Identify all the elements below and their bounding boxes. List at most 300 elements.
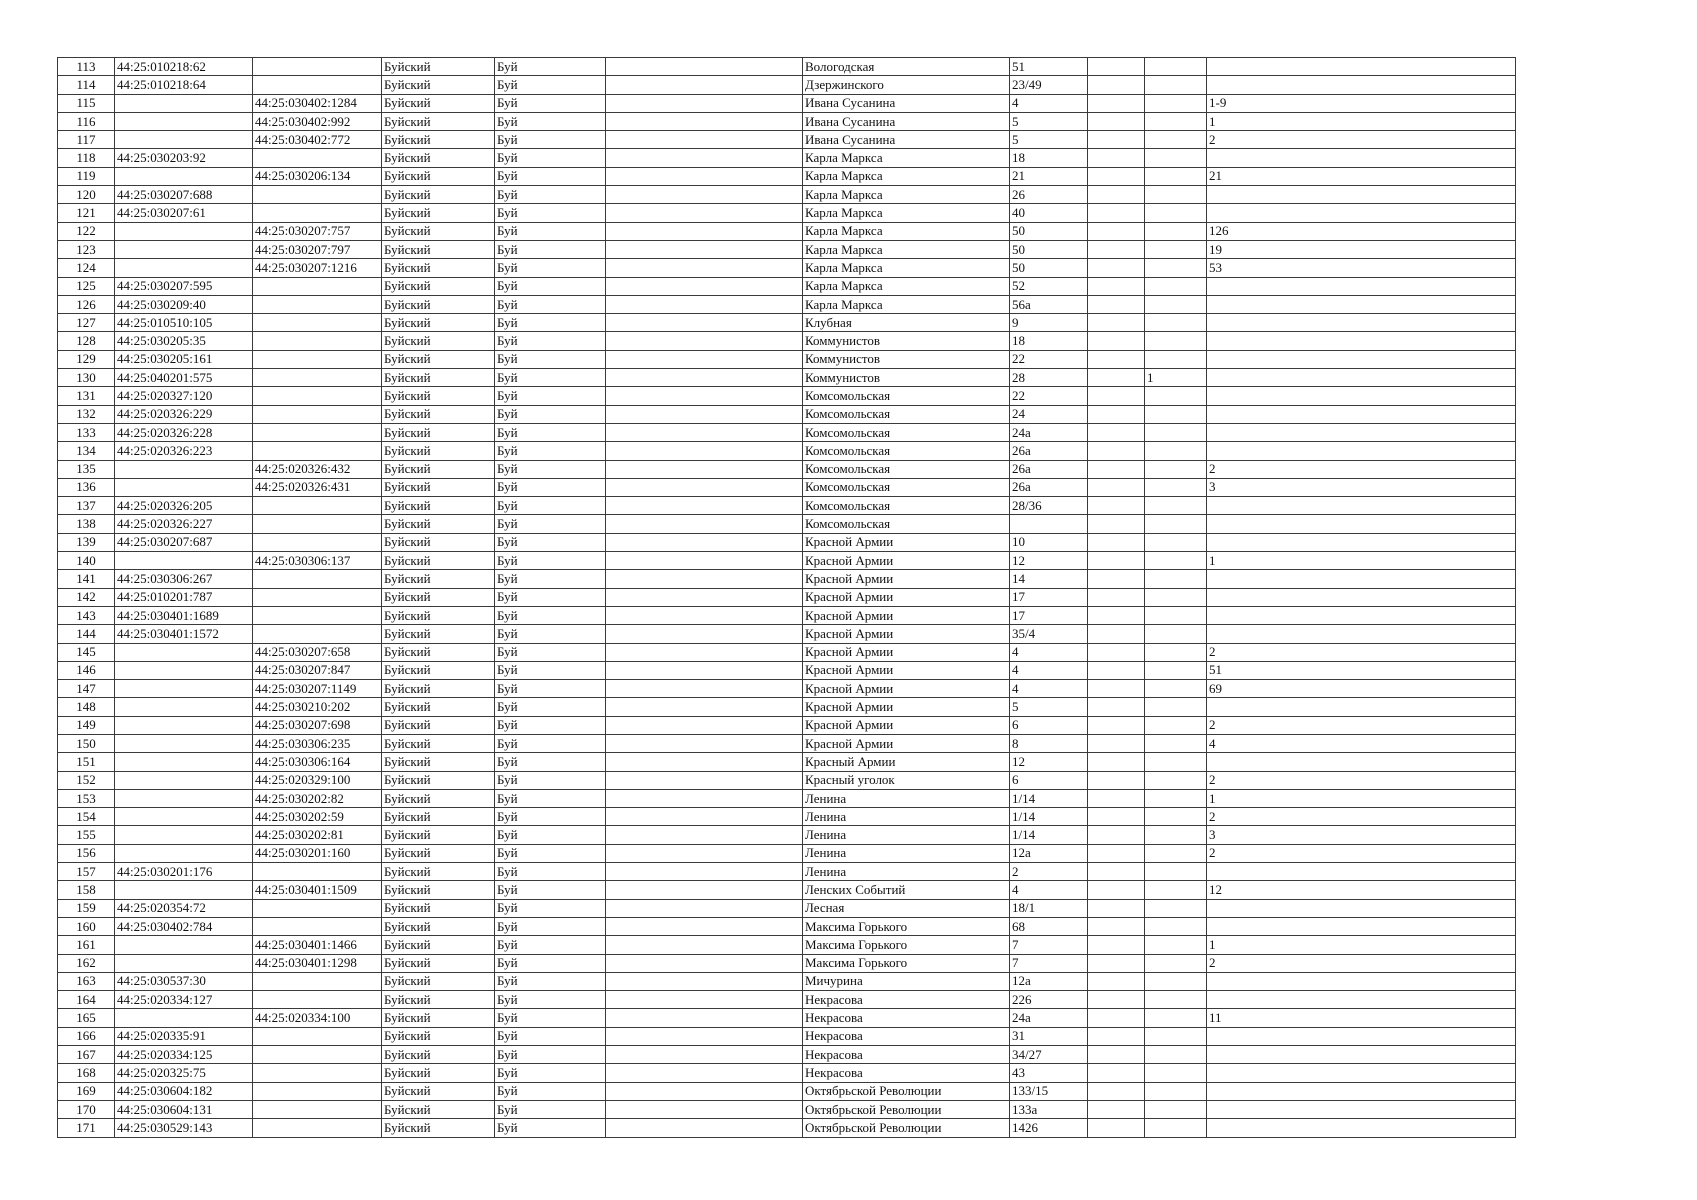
- town-cell: Буй: [495, 1027, 606, 1045]
- house-number-cell: 4: [1010, 94, 1088, 112]
- empty-cell: [606, 314, 803, 332]
- table-row: [58, 405, 1516, 423]
- town-cell: Буй: [495, 1119, 606, 1137]
- district-cell: Буйский: [382, 332, 495, 350]
- cadastral-number-cell: [115, 131, 253, 149]
- row-number-cell: 141: [58, 570, 115, 588]
- street-cell: Некрасова: [803, 1027, 1010, 1045]
- table-row: [58, 606, 1516, 624]
- house-number-cell: 17: [1010, 606, 1088, 624]
- cadastral-number-cell: 44:25:020326:205: [115, 497, 253, 515]
- house-number-cell: 51: [1010, 58, 1088, 76]
- extra-cell: [1145, 936, 1207, 954]
- row-number-cell: 115: [58, 94, 115, 112]
- empty-cell: [606, 917, 803, 935]
- street-cell: Комсомольская: [803, 515, 1010, 533]
- building-cell: [1088, 222, 1145, 240]
- row-number-cell: 119: [58, 167, 115, 185]
- cadastral-number-cell: 44:25:030402:784: [115, 917, 253, 935]
- empty-cell: [606, 552, 803, 570]
- empty-cell: [606, 332, 803, 350]
- apartment-cell: 2: [1207, 460, 1516, 478]
- town-cell: Буй: [495, 112, 606, 130]
- cadastral-number-cell: [115, 240, 253, 258]
- premise-cadastral-number-cell: [253, 588, 382, 606]
- house-number-cell: 1/14: [1010, 826, 1088, 844]
- building-cell: [1088, 76, 1145, 94]
- empty-cell: [606, 515, 803, 533]
- apartment-cell: [1207, 533, 1516, 551]
- row-number-cell: 147: [58, 680, 115, 698]
- town-cell: Буй: [495, 771, 606, 789]
- town-cell: Буй: [495, 808, 606, 826]
- row-number-cell: 122: [58, 222, 115, 240]
- row-number-cell: 116: [58, 112, 115, 130]
- table-row: [58, 332, 1516, 350]
- street-cell: Коммунистов: [803, 369, 1010, 387]
- row-number-cell: 133: [58, 423, 115, 441]
- table-row: [58, 478, 1516, 496]
- cadastral-number-cell: 44:25:030604:131: [115, 1100, 253, 1118]
- town-cell: Буй: [495, 698, 606, 716]
- premise-cadastral-number-cell: 44:25:020334:100: [253, 1009, 382, 1027]
- district-cell: Буйский: [382, 186, 495, 204]
- table-row: [58, 533, 1516, 551]
- apartment-cell: 12: [1207, 881, 1516, 899]
- premise-cadastral-number-cell: [253, 314, 382, 332]
- street-cell: Максима Горького: [803, 917, 1010, 935]
- extra-cell: [1145, 680, 1207, 698]
- street-cell: Красной Армии: [803, 661, 1010, 679]
- row-number-cell: 167: [58, 1046, 115, 1064]
- extra-cell: [1145, 881, 1207, 899]
- building-cell: [1088, 240, 1145, 258]
- empty-cell: [606, 1027, 803, 1045]
- table-row: [58, 1082, 1516, 1100]
- extra-cell: [1145, 1119, 1207, 1137]
- premise-cadastral-number-cell: [253, 533, 382, 551]
- premise-cadastral-number-cell: [253, 1100, 382, 1118]
- street-cell: Некрасова: [803, 1046, 1010, 1064]
- apartment-cell: [1207, 58, 1516, 76]
- empty-cell: [606, 112, 803, 130]
- district-cell: Буйский: [382, 1027, 495, 1045]
- premise-cadastral-number-cell: [253, 972, 382, 990]
- empty-cell: [606, 131, 803, 149]
- house-number-cell: 17: [1010, 588, 1088, 606]
- empty-cell: [606, 808, 803, 826]
- street-cell: Октябрьской Революции: [803, 1082, 1010, 1100]
- building-cell: [1088, 1064, 1145, 1082]
- cadastral-number-cell: [115, 698, 253, 716]
- house-number-cell: 28/36: [1010, 497, 1088, 515]
- table-row: [58, 661, 1516, 679]
- building-cell: [1088, 149, 1145, 167]
- extra-cell: [1145, 497, 1207, 515]
- district-cell: Буйский: [382, 497, 495, 515]
- cadastral-number-cell: [115, 734, 253, 752]
- extra-cell: [1145, 533, 1207, 551]
- town-cell: Буй: [495, 954, 606, 972]
- apartment-cell: 11: [1207, 1009, 1516, 1027]
- empty-cell: [606, 442, 803, 460]
- house-number-cell: 22: [1010, 350, 1088, 368]
- district-cell: Буйский: [382, 460, 495, 478]
- row-number-cell: 150: [58, 734, 115, 752]
- street-cell: Ленина: [803, 789, 1010, 807]
- district-cell: Буйский: [382, 661, 495, 679]
- apartment-cell: [1207, 753, 1516, 771]
- empty-cell: [606, 533, 803, 551]
- empty-cell: [606, 844, 803, 862]
- apartment-cell: [1207, 588, 1516, 606]
- extra-cell: [1145, 259, 1207, 277]
- row-number-cell: 126: [58, 295, 115, 313]
- row-number-cell: 157: [58, 863, 115, 881]
- empty-cell: [606, 1082, 803, 1100]
- premise-cadastral-number-cell: 44:25:030202:81: [253, 826, 382, 844]
- cadastral-number-cell: 44:25:030207:688: [115, 186, 253, 204]
- apartment-cell: [1207, 917, 1516, 935]
- town-cell: Буй: [495, 259, 606, 277]
- cadastral-number-cell: 44:25:030209:40: [115, 295, 253, 313]
- premise-cadastral-number-cell: 44:25:030401:1466: [253, 936, 382, 954]
- extra-cell: [1145, 460, 1207, 478]
- premise-cadastral-number-cell: 44:25:030402:992: [253, 112, 382, 130]
- building-cell: [1088, 808, 1145, 826]
- building-cell: [1088, 936, 1145, 954]
- table-row: [58, 1027, 1516, 1045]
- apartment-cell: [1207, 1064, 1516, 1082]
- table-row: [58, 442, 1516, 460]
- premise-cadastral-number-cell: 44:25:030306:235: [253, 734, 382, 752]
- table-row: [58, 570, 1516, 588]
- apartment-cell: 1: [1207, 112, 1516, 130]
- cadastral-number-cell: 44:25:030401:1689: [115, 606, 253, 624]
- empty-cell: [606, 58, 803, 76]
- table-row: [58, 423, 1516, 441]
- district-cell: Буйский: [382, 734, 495, 752]
- district-cell: Буйский: [382, 1009, 495, 1027]
- street-cell: Ивана Сусанина: [803, 94, 1010, 112]
- street-cell: Карла Маркса: [803, 204, 1010, 222]
- row-number-cell: 143: [58, 606, 115, 624]
- street-cell: Комсомольская: [803, 442, 1010, 460]
- extra-cell: [1145, 588, 1207, 606]
- apartment-cell: [1207, 698, 1516, 716]
- empty-cell: [606, 277, 803, 295]
- extra-cell: [1145, 58, 1207, 76]
- cadastral-number-cell: [115, 936, 253, 954]
- premise-cadastral-number-cell: 44:25:030206:134: [253, 167, 382, 185]
- house-number-cell: 28: [1010, 369, 1088, 387]
- empty-cell: [606, 387, 803, 405]
- apartment-cell: 1: [1207, 552, 1516, 570]
- empty-cell: [606, 570, 803, 588]
- apartment-cell: [1207, 606, 1516, 624]
- town-cell: Буй: [495, 515, 606, 533]
- district-cell: Буйский: [382, 570, 495, 588]
- town-cell: Буй: [495, 94, 606, 112]
- empty-cell: [606, 240, 803, 258]
- empty-cell: [606, 771, 803, 789]
- building-cell: [1088, 991, 1145, 1009]
- table-row: [58, 112, 1516, 130]
- row-number-cell: 123: [58, 240, 115, 258]
- house-number-cell: 5: [1010, 112, 1088, 130]
- house-number-cell: 26а: [1010, 478, 1088, 496]
- cadastral-number-cell: 44:25:010510:105: [115, 314, 253, 332]
- row-number-cell: 124: [58, 259, 115, 277]
- empty-cell: [606, 972, 803, 990]
- premise-cadastral-number-cell: [253, 1046, 382, 1064]
- town-cell: Буй: [495, 844, 606, 862]
- district-cell: Буйский: [382, 167, 495, 185]
- cadastral-number-cell: [115, 954, 253, 972]
- table-row: [58, 936, 1516, 954]
- row-number-cell: 158: [58, 881, 115, 899]
- extra-cell: [1145, 332, 1207, 350]
- table-row: [58, 588, 1516, 606]
- premise-cadastral-number-cell: [253, 625, 382, 643]
- building-cell: [1088, 698, 1145, 716]
- town-cell: Буй: [495, 149, 606, 167]
- district-cell: Буйский: [382, 387, 495, 405]
- apartment-cell: 2: [1207, 716, 1516, 734]
- building-cell: [1088, 1082, 1145, 1100]
- row-number-cell: 156: [58, 844, 115, 862]
- town-cell: Буй: [495, 1064, 606, 1082]
- table-row: [58, 899, 1516, 917]
- premise-cadastral-number-cell: [253, 332, 382, 350]
- table-row: [58, 753, 1516, 771]
- cadastral-number-cell: [115, 94, 253, 112]
- empty-cell: [606, 899, 803, 917]
- empty-cell: [606, 350, 803, 368]
- extra-cell: [1145, 478, 1207, 496]
- building-cell: [1088, 1009, 1145, 1027]
- apartment-cell: 4: [1207, 734, 1516, 752]
- district-cell: Буйский: [382, 863, 495, 881]
- apartment-cell: 53: [1207, 259, 1516, 277]
- house-number-cell: 5: [1010, 698, 1088, 716]
- apartment-cell: 21: [1207, 167, 1516, 185]
- extra-cell: [1145, 863, 1207, 881]
- town-cell: Буй: [495, 588, 606, 606]
- cadastral-number-cell: [115, 478, 253, 496]
- extra-cell: [1145, 1064, 1207, 1082]
- table-row: [58, 680, 1516, 698]
- cadastral-number-cell: 44:25:030205:161: [115, 350, 253, 368]
- house-number-cell: 226: [1010, 991, 1088, 1009]
- apartment-cell: [1207, 991, 1516, 1009]
- cadastral-number-cell: [115, 259, 253, 277]
- district-cell: Буйский: [382, 369, 495, 387]
- premise-cadastral-number-cell: [253, 204, 382, 222]
- empty-cell: [606, 76, 803, 94]
- extra-cell: [1145, 94, 1207, 112]
- house-number-cell: 43: [1010, 1064, 1088, 1082]
- district-cell: Буйский: [382, 716, 495, 734]
- extra-cell: [1145, 826, 1207, 844]
- premise-cadastral-number-cell: 44:25:030306:137: [253, 552, 382, 570]
- street-cell: Ленских Событий: [803, 881, 1010, 899]
- table-row: [58, 716, 1516, 734]
- empty-cell: [606, 186, 803, 204]
- building-cell: [1088, 826, 1145, 844]
- town-cell: Буй: [495, 716, 606, 734]
- row-number-cell: 169: [58, 1082, 115, 1100]
- house-number-cell: 40: [1010, 204, 1088, 222]
- district-cell: Буйский: [382, 314, 495, 332]
- street-cell: Красной Армии: [803, 606, 1010, 624]
- house-number-cell: 52: [1010, 277, 1088, 295]
- table-row: [58, 826, 1516, 844]
- table-row: [58, 991, 1516, 1009]
- premise-cadastral-number-cell: 44:25:030201:160: [253, 844, 382, 862]
- district-cell: Буйский: [382, 698, 495, 716]
- building-cell: [1088, 131, 1145, 149]
- empty-cell: [606, 1100, 803, 1118]
- district-cell: Буйский: [382, 1046, 495, 1064]
- cadastral-number-cell: 44:25:010218:64: [115, 76, 253, 94]
- table-row: [58, 954, 1516, 972]
- building-cell: [1088, 789, 1145, 807]
- building-cell: [1088, 588, 1145, 606]
- building-cell: [1088, 442, 1145, 460]
- table-row: [58, 625, 1516, 643]
- house-number-cell: 12: [1010, 552, 1088, 570]
- street-cell: Некрасова: [803, 991, 1010, 1009]
- town-cell: Буй: [495, 1009, 606, 1027]
- house-number-cell: 14: [1010, 570, 1088, 588]
- house-number-cell: 26: [1010, 186, 1088, 204]
- empty-cell: [606, 1046, 803, 1064]
- town-cell: Буй: [495, 314, 606, 332]
- street-cell: Карла Маркса: [803, 167, 1010, 185]
- apartment-cell: [1207, 387, 1516, 405]
- row-number-cell: 134: [58, 442, 115, 460]
- town-cell: Буй: [495, 625, 606, 643]
- district-cell: Буйский: [382, 826, 495, 844]
- building-cell: [1088, 94, 1145, 112]
- extra-cell: [1145, 423, 1207, 441]
- cadastral-number-cell: 44:25:020326:223: [115, 442, 253, 460]
- building-cell: [1088, 387, 1145, 405]
- building-cell: [1088, 314, 1145, 332]
- building-cell: [1088, 917, 1145, 935]
- apartment-cell: 2: [1207, 131, 1516, 149]
- premise-cadastral-number-cell: [253, 570, 382, 588]
- empty-cell: [606, 734, 803, 752]
- district-cell: Буйский: [382, 899, 495, 917]
- street-cell: Ленина: [803, 844, 1010, 862]
- cadastral-number-cell: [115, 1009, 253, 1027]
- district-cell: Буйский: [382, 350, 495, 368]
- cadastral-number-cell: [115, 789, 253, 807]
- empty-cell: [606, 94, 803, 112]
- building-cell: [1088, 186, 1145, 204]
- town-cell: Буй: [495, 1046, 606, 1064]
- building-cell: [1088, 112, 1145, 130]
- street-cell: Ленина: [803, 826, 1010, 844]
- street-cell: Лесная: [803, 899, 1010, 917]
- row-number-cell: 131: [58, 387, 115, 405]
- premise-cadastral-number-cell: [253, 295, 382, 313]
- extra-cell: [1145, 240, 1207, 258]
- house-number-cell: 23/49: [1010, 76, 1088, 94]
- apartment-cell: 1: [1207, 936, 1516, 954]
- district-cell: Буйский: [382, 789, 495, 807]
- extra-cell: [1145, 844, 1207, 862]
- house-number-cell: 50: [1010, 222, 1088, 240]
- street-cell: Красной Армии: [803, 716, 1010, 734]
- building-cell: [1088, 606, 1145, 624]
- house-number-cell: 50: [1010, 259, 1088, 277]
- building-cell: [1088, 460, 1145, 478]
- cadastral-number-cell: 44:25:030205:35: [115, 332, 253, 350]
- town-cell: Буй: [495, 350, 606, 368]
- street-cell: Ивана Сусанина: [803, 131, 1010, 149]
- house-number-cell: 68: [1010, 917, 1088, 935]
- district-cell: Буйский: [382, 606, 495, 624]
- building-cell: [1088, 680, 1145, 698]
- town-cell: Буй: [495, 899, 606, 917]
- premise-cadastral-number-cell: 44:25:030402:772: [253, 131, 382, 149]
- cadastral-number-cell: 44:25:030537:30: [115, 972, 253, 990]
- town-cell: Буй: [495, 753, 606, 771]
- cadastral-number-cell: 44:25:020334:127: [115, 991, 253, 1009]
- empty-cell: [606, 405, 803, 423]
- row-number-cell: 171: [58, 1119, 115, 1137]
- house-number-cell: 26а: [1010, 442, 1088, 460]
- street-cell: Комсомольская: [803, 423, 1010, 441]
- cadastral-number-cell: 44:25:030529:143: [115, 1119, 253, 1137]
- street-cell: Комсомольская: [803, 405, 1010, 423]
- extra-cell: [1145, 149, 1207, 167]
- table-row: [58, 808, 1516, 826]
- premise-cadastral-number-cell: [253, 863, 382, 881]
- building-cell: [1088, 478, 1145, 496]
- empty-cell: [606, 1119, 803, 1137]
- cadastral-number-cell: 44:25:030604:182: [115, 1082, 253, 1100]
- building-cell: [1088, 972, 1145, 990]
- district-cell: Буйский: [382, 295, 495, 313]
- premise-cadastral-number-cell: 44:25:030401:1509: [253, 881, 382, 899]
- table-row: [58, 497, 1516, 515]
- empty-cell: [606, 789, 803, 807]
- building-cell: [1088, 1100, 1145, 1118]
- town-cell: Буй: [495, 295, 606, 313]
- district-cell: Буйский: [382, 881, 495, 899]
- empty-cell: [606, 753, 803, 771]
- street-cell: Дзержинского: [803, 76, 1010, 94]
- town-cell: Буй: [495, 442, 606, 460]
- extra-cell: [1145, 734, 1207, 752]
- town-cell: Буй: [495, 570, 606, 588]
- premise-cadastral-number-cell: 44:25:030207:1149: [253, 680, 382, 698]
- house-number-cell: 1/14: [1010, 808, 1088, 826]
- empty-cell: [606, 991, 803, 1009]
- house-number-cell: 31: [1010, 1027, 1088, 1045]
- cadastral-number-cell: [115, 643, 253, 661]
- building-cell: [1088, 625, 1145, 643]
- table-row: [58, 295, 1516, 313]
- apartment-cell: [1207, 204, 1516, 222]
- extra-cell: [1145, 991, 1207, 1009]
- apartment-cell: 2: [1207, 808, 1516, 826]
- table-row: [58, 515, 1516, 533]
